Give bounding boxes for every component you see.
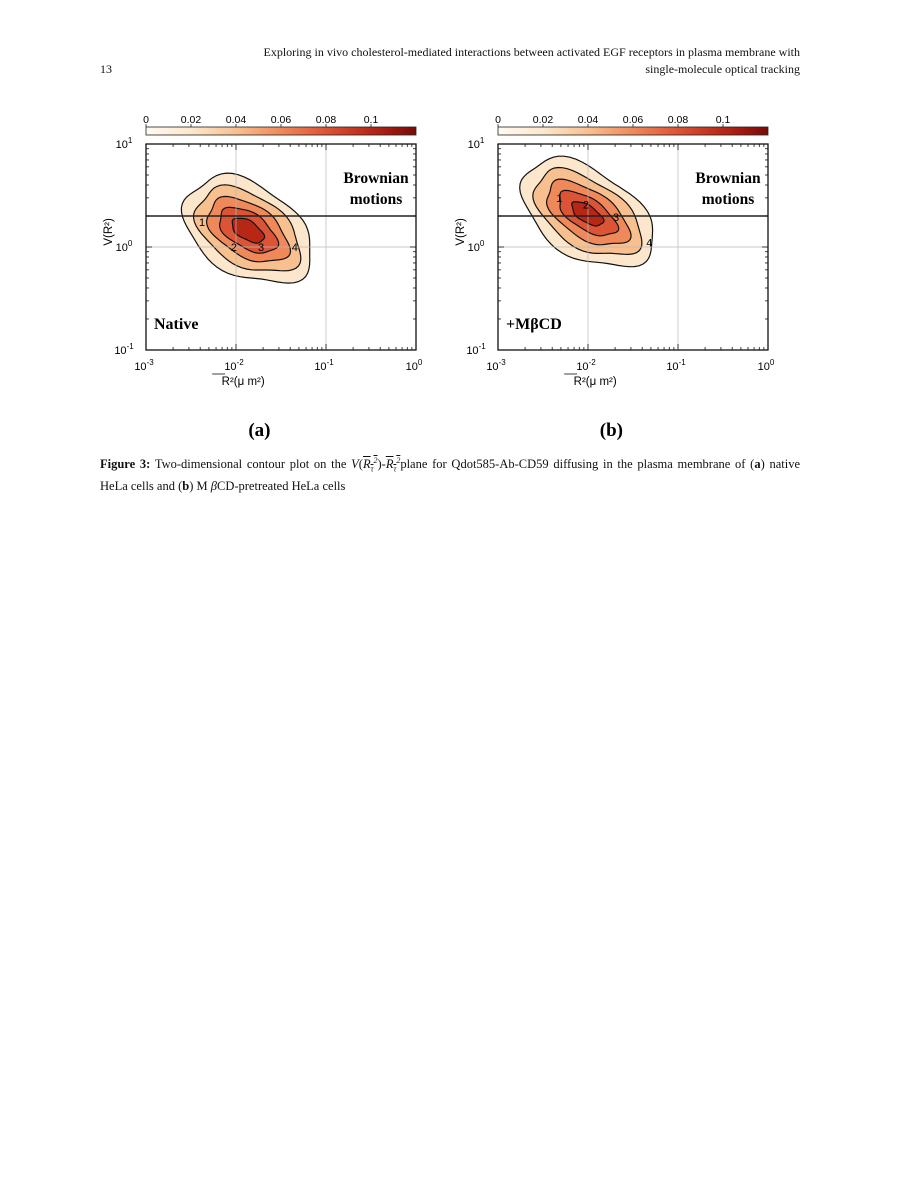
y-tick-label: $10^{-1}$ <box>114 342 134 357</box>
brownian-label-line1: Brownian <box>695 169 761 187</box>
cluster-label-3: 3 <box>258 242 265 254</box>
colorbar-tick-label: 0.1 <box>715 114 731 126</box>
x-tick-label: $10^{-3}$ <box>486 358 506 373</box>
contour-chart-0 <box>100 112 423 442</box>
page-number: 13 <box>100 62 112 76</box>
caption-text-5: CD-pretreated HeLa cells <box>216 478 346 493</box>
colorbar-tick-label: 0 <box>495 114 501 126</box>
y-tick-label: $10^{-1}$ <box>466 342 486 357</box>
running-header-title <box>120 44 800 78</box>
cluster-label-4: 4 <box>646 237 653 250</box>
brownian-label-line2: motions <box>701 190 755 208</box>
y-tick-label: $10^0$ <box>467 239 485 254</box>
figure-panel-b <box>452 112 775 442</box>
colorbar-tick-label: 0.02 <box>532 114 554 126</box>
caption-label: Figure 3: <box>100 457 151 472</box>
contour-layer <box>520 156 653 267</box>
running-header-line2: single-molecule optical tracking <box>645 62 800 76</box>
caption-text-2: plane for Qdot585-Ab-CD59 diffusing in the plasma membrane of ( <box>400 457 755 472</box>
cluster-label-3: 3 <box>612 212 620 225</box>
x-axis-label: R²(μ m²) <box>221 376 265 388</box>
figure-caption: Figure 3: Two-dimensional contour plot on the $V(R_\tau^2)-R_\tau^2plane$ for Qdot585-Ab-CD59 diffusing in the plasma membrane of (a) native HeLa cells and (b) M βCD-pretreated HeLa cells <box>100 456 801 493</box>
colorbar-tick-label: 0.06 <box>270 114 292 126</box>
cluster-label-1: 1 <box>199 216 206 229</box>
running-header-line1: Exploring in vivo cholesterol-mediated interactions between activated EGF receptors in plasma membrane with <box>263 45 800 59</box>
colorbar-tick-label: 0.08 <box>667 114 689 126</box>
caption-ref-a: a <box>754 457 761 472</box>
cluster-label-1: 1 <box>556 192 563 205</box>
x-tick-label: $10^0$ <box>757 358 775 373</box>
brownian-label-line1: Brownian <box>343 169 409 187</box>
caption-text-3: ) native HeLa cells and ( <box>100 457 801 493</box>
y-axis-label: V(R²) <box>103 218 115 246</box>
cluster-label-2: 2 <box>582 199 590 212</box>
y-tick-label: $10^0$ <box>115 239 133 254</box>
x-tick-label: $10^0$ <box>405 358 423 373</box>
colorbar-tick-label: 0.04 <box>225 114 247 126</box>
panel-label: (a) <box>248 420 271 441</box>
x-axis-label: R²(μ m²) <box>573 376 617 388</box>
panel-label: (b) <box>599 420 624 441</box>
x-tick-label: $10^{-3}$ <box>134 358 154 373</box>
caption-text-1: Two-dimensional contour plot on the <box>154 457 347 472</box>
colorbar-tick-label: 0 <box>143 114 149 126</box>
colorbar-tick-label: 0.08 <box>315 114 337 126</box>
colorbar-tick-label: 0.04 <box>577 114 599 126</box>
cluster-label-2: 2 <box>230 242 238 254</box>
x-tick-label: $10^{-2}$ <box>224 358 244 373</box>
y-tick-label: $10^1$ <box>115 136 133 151</box>
colorbar-tick-label: 0.02 <box>180 114 202 126</box>
colorbar <box>146 127 416 135</box>
colorbar-tick-label: 0.06 <box>622 114 644 126</box>
caption-ref-b: b <box>182 478 190 493</box>
cluster-label-4: 4 <box>291 242 298 254</box>
y-axis-label: V(R²) <box>455 218 467 246</box>
x-tick-label: $10^{-1}$ <box>666 358 686 373</box>
contour-chart-1 <box>452 112 775 442</box>
figure-panel-a <box>100 112 423 442</box>
caption-text-4: ) M <box>189 478 208 493</box>
condition-annotation: +MβCD <box>506 315 562 333</box>
brownian-label-line2: motions <box>349 190 403 208</box>
colorbar <box>498 127 768 135</box>
y-tick-label: $10^1$ <box>467 136 485 151</box>
colorbar-tick-label: 0.1 <box>363 114 379 126</box>
condition-annotation: Native <box>154 315 199 333</box>
x-tick-label: $10^{-2}$ <box>576 358 596 373</box>
x-tick-label: $10^{-1}$ <box>314 358 334 373</box>
